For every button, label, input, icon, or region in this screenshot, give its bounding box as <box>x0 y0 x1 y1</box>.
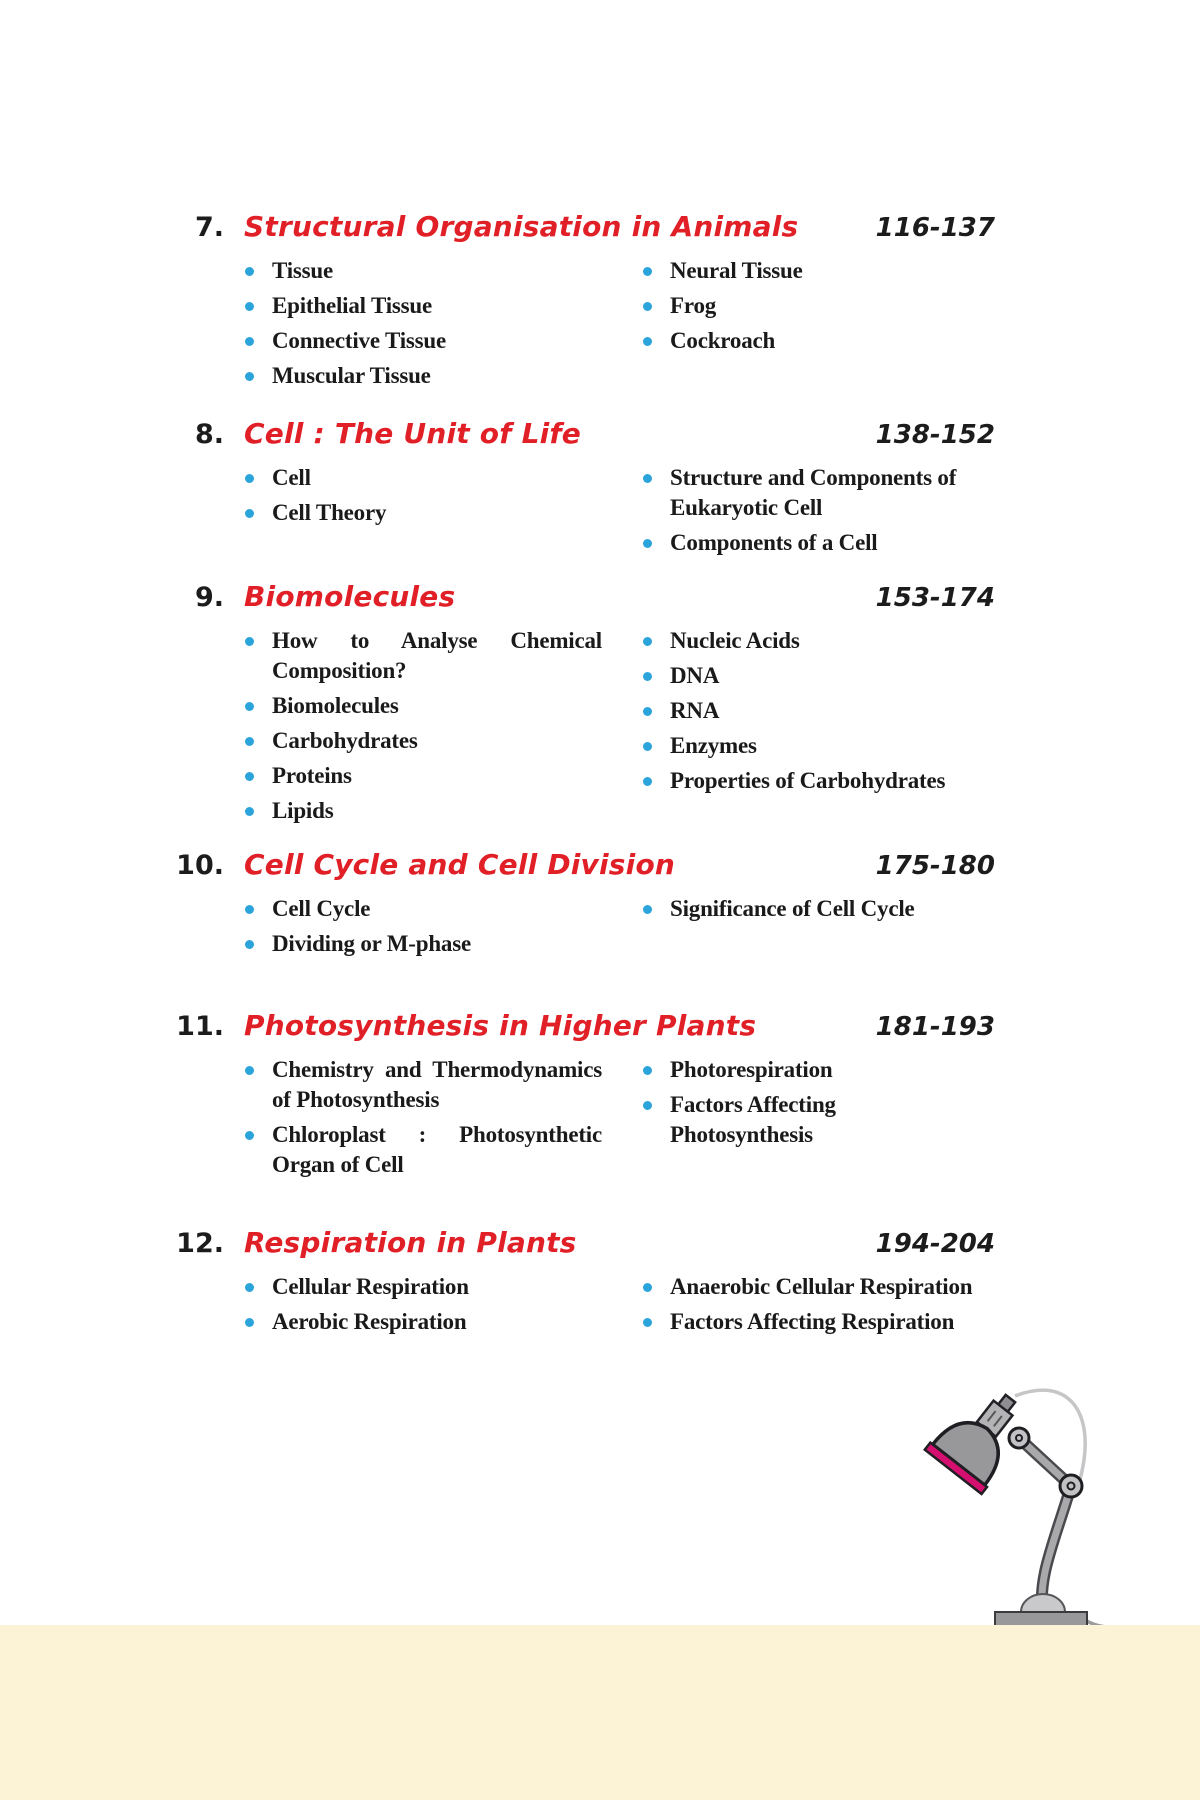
bullet-icon <box>245 637 254 646</box>
bullet-icon <box>643 672 652 681</box>
bullet-icon <box>643 267 652 276</box>
topic-item <box>643 1090 995 1150</box>
topic-label: Lipids <box>272 798 334 823</box>
topic-label: Properties of Carbohydrates <box>670 768 946 793</box>
topic-label: Chloroplast : Photosynthetic Organ of Cell <box>272 1122 602 1177</box>
chapter-topics <box>245 256 995 396</box>
chapter-header <box>160 1221 995 1266</box>
topic-item <box>245 1055 643 1115</box>
topic-item <box>245 796 643 826</box>
topic-item <box>643 528 995 558</box>
topics-right-column <box>643 256 995 396</box>
chapter-topics <box>245 894 995 964</box>
chapter-page-range: 138-152 <box>875 420 995 450</box>
bullet-icon <box>643 1101 652 1110</box>
topic-item <box>643 1055 995 1085</box>
chapter-header <box>160 412 995 457</box>
lamp-elbow-joint <box>1060 1475 1082 1497</box>
topic-item <box>245 626 643 686</box>
topic-label: Anaerobic Cellular Respiration <box>670 1274 973 1299</box>
topic-item <box>643 1307 995 1337</box>
topic-item <box>245 726 643 756</box>
topic-label: Factors Affecting Photosynthesis <box>670 1092 836 1147</box>
chapter-topics <box>245 1272 995 1342</box>
bullet-icon <box>643 1283 652 1292</box>
topic-item <box>643 766 995 796</box>
bullet-icon <box>643 539 652 548</box>
bullet-icon <box>643 474 652 483</box>
chapter-title: Respiration in Plants <box>244 1226 577 1259</box>
bullet-icon <box>245 702 254 711</box>
topic-item <box>643 1272 995 1302</box>
toc-chapter-9 <box>160 575 995 831</box>
topic-item <box>245 326 643 356</box>
topic-item <box>245 929 643 959</box>
bullet-icon <box>245 772 254 781</box>
topic-label: Proteins <box>272 763 352 788</box>
chapter-header <box>160 843 995 888</box>
topic-label: Epithelial Tissue <box>272 293 433 318</box>
bullet-icon <box>643 1318 652 1327</box>
topic-label: Enzymes <box>670 733 757 758</box>
toc-chapter-10 <box>160 843 995 964</box>
chapter-number: 9. <box>194 582 224 613</box>
topic-label: Cell Theory <box>272 500 387 525</box>
chapter-page-range: 175-180 <box>875 851 995 881</box>
topic-item <box>245 291 643 321</box>
topic-item <box>643 731 995 761</box>
topic-item <box>245 256 643 286</box>
chapter-title: Cell : The Unit of Life <box>244 417 581 450</box>
topic-item <box>643 661 995 691</box>
chapter-page-range: 181-193 <box>875 1012 995 1042</box>
chapter-header <box>160 575 995 620</box>
topic-label: DNA <box>670 663 720 688</box>
bullet-icon <box>643 742 652 751</box>
bullet-icon <box>245 1131 254 1140</box>
bullet-icon <box>643 1066 652 1075</box>
bullet-icon <box>643 777 652 786</box>
topic-item <box>643 256 995 286</box>
bullet-icon <box>245 737 254 746</box>
bullet-icon <box>643 637 652 646</box>
topic-item <box>245 361 643 391</box>
topics-left-column <box>245 894 643 964</box>
topic-label: Frog <box>670 293 717 318</box>
chapter-page-range: 116-137 <box>875 213 995 243</box>
chapter-number: 12. <box>176 1228 224 1259</box>
table-of-contents <box>160 205 995 1342</box>
topic-item <box>643 696 995 726</box>
topic-label: Factors Affecting Respiration <box>670 1309 955 1334</box>
bullet-icon <box>245 940 254 949</box>
topic-item <box>245 498 643 528</box>
topic-label: Components of a Cell <box>670 530 878 555</box>
topic-label: Photorespiration <box>670 1057 833 1082</box>
topic-label: Dividing or M-phase <box>272 931 471 956</box>
topic-item <box>643 291 995 321</box>
chapter-title: Cell Cycle and Cell Division <box>244 848 676 881</box>
toc-chapter-8 <box>160 412 995 563</box>
topic-item <box>245 691 643 721</box>
topic-label: Neural Tissue <box>670 258 803 283</box>
topic-item <box>245 1120 643 1180</box>
topic-item <box>643 326 995 356</box>
topic-item <box>245 894 643 924</box>
topics-right-column <box>643 1055 995 1185</box>
topics-right-column <box>643 894 995 964</box>
bottom-band <box>0 1625 1200 1800</box>
topic-label: Significance of Cell Cycle <box>670 896 915 921</box>
chapter-topics <box>245 1055 995 1185</box>
toc-chapter-12 <box>160 1221 995 1342</box>
topic-label: Carbohydrates <box>272 728 418 753</box>
bullet-icon <box>245 1318 254 1327</box>
topic-item <box>643 894 995 924</box>
lamp-base-plate <box>995 1612 1087 1626</box>
bullet-icon <box>245 474 254 483</box>
topic-item <box>643 463 995 523</box>
chapter-title: Biomolecules <box>244 580 456 613</box>
topic-label: Nucleic Acids <box>670 628 800 653</box>
topics-left-column <box>245 256 643 396</box>
bullet-icon <box>643 302 652 311</box>
topic-item <box>245 1272 643 1302</box>
chapter-number: 7. <box>194 212 224 243</box>
chapter-header <box>160 1004 995 1049</box>
topics-left-column <box>245 1055 643 1185</box>
topic-label: RNA <box>670 698 720 723</box>
bullet-icon <box>245 372 254 381</box>
topic-label: Cell Cycle <box>272 896 371 921</box>
bullet-icon <box>245 337 254 346</box>
topic-item <box>245 1307 643 1337</box>
toc-chapter-11 <box>160 1004 995 1185</box>
topic-item <box>245 761 643 791</box>
topic-label: Muscular Tissue <box>272 363 431 388</box>
bullet-icon <box>643 905 652 914</box>
chapter-title: Photosynthesis in Higher Plants <box>244 1009 757 1042</box>
bullet-icon <box>643 337 652 346</box>
topic-label: Tissue <box>272 258 334 283</box>
bullet-icon <box>245 302 254 311</box>
topic-label: Aerobic Respiration <box>272 1309 467 1334</box>
chapter-page-range: 194-204 <box>875 1229 995 1259</box>
topic-label: How to Analyse Chemical Composition? <box>272 628 602 683</box>
topics-left-column <box>245 626 643 831</box>
lamp-base-dome <box>1021 1594 1065 1612</box>
lamp-shoulder-joint <box>1009 1428 1029 1448</box>
chapter-title: Structural Organisation in Animals <box>244 210 799 243</box>
topic-item <box>643 626 995 656</box>
topics-right-column <box>643 463 995 563</box>
toc-chapter-7 <box>160 205 995 396</box>
topics-left-column <box>245 1272 643 1342</box>
topic-label: Biomolecules <box>272 693 399 718</box>
topic-label: Chemistry and Thermodynamics of Photosynthesis <box>272 1057 602 1112</box>
topics-right-column <box>643 1272 995 1342</box>
topics-left-column <box>245 463 643 563</box>
chapter-page-range: 153-174 <box>875 583 995 613</box>
chapter-topics <box>245 463 995 563</box>
chapter-number: 11. <box>176 1011 224 1042</box>
bullet-icon <box>245 1066 254 1075</box>
chapter-header <box>160 205 995 250</box>
topic-label: Cockroach <box>670 328 776 353</box>
topic-item <box>245 463 643 493</box>
bullet-icon <box>245 1283 254 1292</box>
bullet-icon <box>245 267 254 276</box>
topic-label: Cell <box>272 465 311 490</box>
chapter-topics <box>245 626 995 831</box>
chapter-number: 10. <box>176 850 224 881</box>
bullet-icon <box>245 905 254 914</box>
bullet-icon <box>245 509 254 518</box>
topic-label: Structure and Components of Eukaryotic Cell <box>670 465 957 520</box>
topic-label: Cellular Respiration <box>272 1274 469 1299</box>
topic-label: Connective Tissue <box>272 328 447 353</box>
bullet-icon <box>245 807 254 816</box>
bullet-icon <box>643 707 652 716</box>
desk-lamp-illustration <box>915 1380 1145 1650</box>
topics-right-column <box>643 626 995 831</box>
chapter-number: 8. <box>194 419 224 450</box>
